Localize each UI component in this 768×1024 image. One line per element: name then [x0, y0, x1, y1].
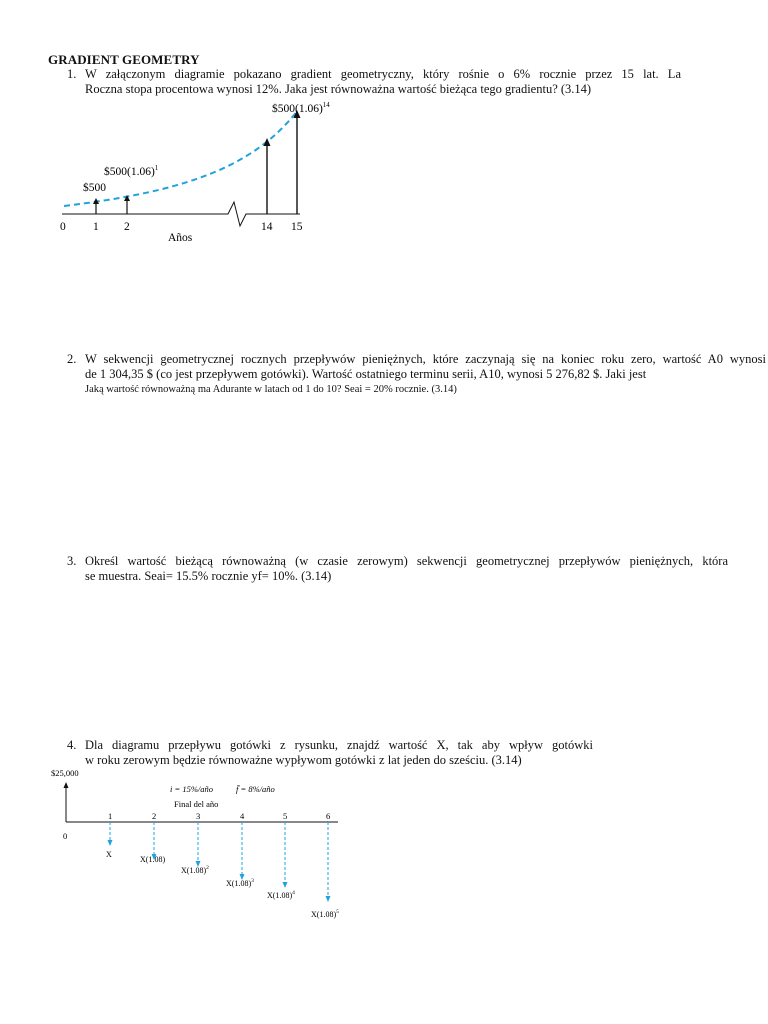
problem-4-line-1: Dla diagramu przepływu gotówki z rysunku, znajdź wartość X, tak aby wpływ gotówki	[85, 738, 593, 752]
problem-4-number: 4.	[67, 738, 77, 752]
problem-4-line-2: w roku zerowym będzie równoważne wypływom gotówki z lat jeden do sześciu. (3.14)	[85, 753, 522, 767]
problem-2-number: 2.	[67, 352, 77, 366]
label-year-2-amount: $\$500(1.06)^1$	[104, 164, 159, 178]
tick-label-14: 14	[261, 221, 273, 233]
problem-3-line-1: Określ wartość bieżącą równoważną (w czasie zerowym) sekwencji geometrycznej przepływów pieniężnych, która	[85, 554, 728, 568]
outflow-label-year-1: X	[106, 850, 112, 859]
cashflow-diagram	[48, 764, 348, 926]
tick-label-15: 15	[291, 221, 303, 233]
interest-rate-label: i = 15%/año	[170, 784, 214, 794]
problem-1-line-1: W załączonym diagramie pokazano gradient geometryczny, który rośnie o 6% rocznie przez 15 lat. La	[85, 67, 681, 81]
page-heading: GRADIENT GEOMETRY	[48, 52, 200, 67]
problem-1-line-2: Roczna stopa procentowa wynosi 12%. Jaka jest równoważna wartość bieżąca tego gradientu? (3.14)	[85, 82, 592, 96]
arrowhead-year-14	[264, 138, 271, 146]
label-year-15-amount: $\$500(1.06)^{14}$	[272, 101, 330, 115]
problem-2-line-2: de 1 304,35 $ (co jest przepływem gotówki). Wartość ostatniego terminu serii, A10, wynosi 5 276,82 $. Jaki jest	[85, 367, 647, 381]
inflow-arrowhead	[64, 782, 69, 788]
year-label-2: 2	[152, 811, 157, 821]
problem-3-number: 3.	[67, 554, 77, 568]
tick-label-1: 1	[93, 221, 99, 233]
year-label-1: 1	[108, 811, 113, 821]
year-zero-label: 0	[63, 831, 68, 841]
end-of-year-label: Final del año	[174, 799, 219, 809]
outflow-label-year-3: $X(1.08)^2$	[181, 865, 209, 875]
problem-1-number: 1.	[67, 67, 77, 81]
year-label-5: 5	[283, 811, 288, 821]
year-label-3: 3	[196, 811, 201, 821]
inflow-amount-label: $25,000	[51, 768, 79, 778]
axis-label: Años	[168, 232, 193, 244]
year-label-6: 6	[326, 811, 331, 821]
outflow-label-year-2: X(1.08)	[140, 855, 166, 864]
label-year-1-amount: $500	[83, 182, 106, 194]
outflow-arrowhead-year-1	[108, 840, 113, 846]
outflow-label-year-5: $X(1.08)^4$	[267, 890, 295, 900]
outflow-arrows-group	[106, 811, 339, 919]
outflow-label-year-4: $X(1.08)^3$	[226, 878, 254, 888]
geometric-gradient-diagram	[50, 98, 350, 248]
year-label-4: 4	[240, 811, 245, 821]
problem-2-line-1: W sekwencji geometrycznej rocznych przepływów pieniężnych, które zaczynają się na koniec roku zero, wartość A0 wynosi	[85, 352, 766, 366]
problem-2-line-3: Jaką wartość równoważną ma Adurante w latach od 1 do 10? Seai = 20% rocznie. (3.14)	[85, 384, 457, 395]
outflow-label-year-6: $X(1.08)^5$	[311, 909, 339, 919]
outflow-arrowhead-year-5	[283, 882, 288, 888]
problem-3-line-2: se muestra. Seai= 15.5% rocznie yf= 10%. (3.14)	[85, 569, 332, 583]
tick-label-2: 2	[124, 221, 130, 233]
outflow-arrowhead-year-6	[326, 896, 331, 902]
tick-label-0: 0	[60, 221, 66, 233]
inflation-rate-label: f̄ = 8%/año	[236, 784, 275, 794]
